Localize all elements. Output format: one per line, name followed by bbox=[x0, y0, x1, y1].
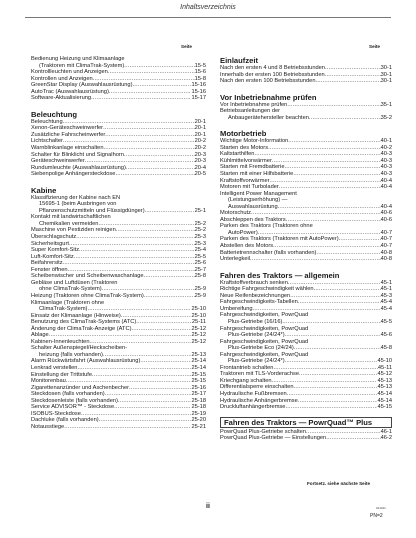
toc-entry-title: Fenster öffnen bbox=[31, 266, 68, 273]
toc-entry[interactable] bbox=[31, 214, 206, 227]
toc-entry-title: Parken des Traktors (Traktoren mit AutoPower) bbox=[220, 236, 339, 243]
toc-page-number: 35-2 bbox=[380, 114, 392, 121]
toc-entry[interactable] bbox=[220, 223, 392, 236]
toc-entry-title: ClimaTrak-System) bbox=[39, 306, 88, 313]
seite-label-left: Seite bbox=[181, 44, 192, 49]
toc-group-einlaufzeit bbox=[220, 65, 392, 85]
toc-page-number: 40-7 bbox=[380, 243, 392, 250]
toc-page-number: 25-14 bbox=[191, 364, 206, 371]
toc-entry-title: Hydraulische Fußbremsen bbox=[220, 390, 287, 397]
toc-entry-title: Alarm Rückwärtsfahrt (Auswahlausrüstung) bbox=[31, 358, 141, 365]
toc-page-number: 25-16 bbox=[191, 384, 206, 391]
toc-page-number: 20-1 bbox=[194, 118, 206, 125]
toc-entry[interactable] bbox=[31, 300, 206, 313]
toc-entry-title: Kraftstoffvorwärmer bbox=[220, 177, 270, 184]
toc-entry-title: Differentialsperre einschalten bbox=[220, 384, 294, 391]
dot-leader bbox=[326, 435, 380, 442]
toc-entry-text: 15695-1 (beim Ausbringen von bbox=[39, 201, 117, 208]
toc-entry-title: Lenkrad verstellen bbox=[31, 364, 78, 371]
toc-page-number: 40-8 bbox=[380, 249, 392, 256]
toc-page-number: 30-1 bbox=[380, 71, 392, 78]
toc-entry-text: Betriebsanleitungen der bbox=[220, 108, 281, 115]
section-title-fahren-allgemein: Fahren des Traktors — allgemein bbox=[220, 270, 340, 280]
toc-page-number: 20-2 bbox=[194, 145, 206, 152]
toc-entry-title: Fahrgeschwindigkeits-Tabellen bbox=[220, 299, 298, 306]
toc-page-number: 40-8 bbox=[380, 256, 392, 263]
toc-entry-title: Starten mit einer Hilfsbatterie bbox=[220, 171, 294, 178]
section-title-beleuchtung: Beleuchtung bbox=[31, 109, 77, 119]
toc-entry-title: Änderung der ClimaTrak-Anzeige (ATC) bbox=[31, 325, 132, 332]
toc-page-number: 40-6 bbox=[380, 216, 392, 223]
toc-page-number: 45-10 bbox=[377, 358, 392, 365]
toc-page-number: 25-12 bbox=[191, 325, 206, 332]
toc-entry-title: Zusätzliche Fahrscheinwerfer bbox=[31, 131, 106, 138]
toc-entry-title: Motoren mit Turbolader bbox=[220, 184, 279, 191]
toc-page-number: 25-3 bbox=[194, 234, 206, 241]
toc-entry-title: Unterlegkeil bbox=[220, 256, 251, 263]
toc-entry-title: Chemikalien vermeiden bbox=[39, 220, 99, 227]
document-code: PN=2 bbox=[370, 513, 383, 519]
dot-leader bbox=[316, 78, 381, 85]
toc-page-number: 25-1 bbox=[194, 207, 206, 214]
toc-right-column bbox=[220, 56, 392, 442]
toc-entry-title: Auswahlausrüstung bbox=[228, 203, 278, 210]
toc-page-number: 25-18 bbox=[191, 397, 206, 404]
toc-entry-title: AutoTrac (Auswahlausrüstung) bbox=[31, 88, 109, 95]
toc-page-number: 40-6 bbox=[380, 210, 392, 217]
toc-entry-title: Plus-Getriebe (16/16) bbox=[228, 318, 283, 325]
toc-entry-title: Ablage bbox=[31, 332, 49, 339]
toc-entry-title: Frontantrieb schalten bbox=[220, 364, 274, 371]
toc-entry-title: Kontrollleuchten und Anzeigen bbox=[31, 69, 108, 76]
toc-entry[interactable] bbox=[31, 273, 206, 280]
toc-page-number: 40-3 bbox=[380, 164, 392, 171]
toc-entry[interactable] bbox=[31, 293, 206, 300]
section-title-einlaufzeit: Einlaufzeit bbox=[220, 56, 258, 65]
toc-entry[interactable] bbox=[220, 184, 392, 191]
toc-group-powrquad bbox=[220, 429, 392, 442]
toc-entry-text: Kontakt mit landwirtschaftlichen bbox=[31, 214, 111, 221]
toc-entry-title: PowrQuad Plus-Getriebe schalten bbox=[220, 428, 306, 435]
dot-leader bbox=[287, 102, 380, 109]
toc-entry-text: Klassifizierung der Kabine nach EN bbox=[31, 194, 121, 201]
toc-entry-title: Anbaugerätehersteller beachten bbox=[228, 114, 309, 121]
toc-page-number: 25-6 bbox=[194, 260, 206, 267]
toc-entry[interactable] bbox=[31, 95, 206, 102]
toc-entry-title: Benutzung des ClimaTrak-Systems (ATC) bbox=[31, 319, 137, 326]
toc-page-number: 45-8 bbox=[380, 345, 392, 352]
toc-entry-title: Monitorenbau bbox=[31, 378, 66, 385]
dot-leader bbox=[145, 208, 195, 215]
toc-entry-title: Traktoren mit TLS-Vorderachse bbox=[220, 371, 300, 378]
toc-entry-title: Starten mit Fremdbatterie bbox=[220, 164, 285, 171]
dot-leader bbox=[285, 404, 377, 411]
toc-page-number: 40-2 bbox=[380, 144, 392, 151]
toc-entry-title: Warnblinkanlage einschalten bbox=[31, 145, 104, 152]
toc-page-number: 25-5 bbox=[194, 253, 206, 260]
toc-entry[interactable] bbox=[220, 339, 392, 352]
toc-group-vor-inbetriebnahme bbox=[220, 102, 392, 122]
toc-entry-title: Schalter für Blinklicht und Signalhorn bbox=[31, 151, 124, 158]
toc-group-heizung bbox=[31, 56, 206, 102]
toc-entry-text: Intelligent Power Management bbox=[220, 190, 297, 197]
toc-page-number: 20-1 bbox=[194, 125, 206, 132]
toc-page-number: 25-12 bbox=[191, 338, 206, 345]
toc-entry-title: Maschine von Pestiziden reinigen bbox=[31, 227, 116, 234]
toc-page-number: 25-19 bbox=[191, 410, 206, 417]
toc-entry-title: Plus-Getriebe (24/24*) bbox=[228, 358, 285, 365]
toc-page-number: 20-5 bbox=[194, 171, 206, 178]
toc-entry-title: Service ADVISOR™ - Steckdose bbox=[31, 404, 115, 411]
toc-entry-title: Abschleppen des Traktors bbox=[220, 216, 286, 223]
toc-page-number: 20-2 bbox=[194, 138, 206, 145]
dot-leader bbox=[282, 319, 380, 326]
toc-page-number: 25-12 bbox=[191, 332, 206, 339]
toc-entry-text: Parken des Traktors (Traktoren ohne bbox=[220, 223, 313, 230]
toc-page-number: 45-1 bbox=[380, 279, 392, 286]
toc-entry[interactable] bbox=[31, 56, 206, 69]
toc-entry[interactable] bbox=[31, 195, 206, 215]
toc-page-number: 45-13 bbox=[377, 384, 392, 391]
toc-page-number: 15-16 bbox=[191, 88, 206, 95]
toc-entry-text: Gebläse und Luftdüsen (Traktoren bbox=[31, 279, 118, 286]
toc-entry-title: ohne ClimaTrak-System) bbox=[39, 286, 102, 293]
toc-page-number: 45-4 bbox=[380, 299, 392, 306]
toc-entry[interactable] bbox=[220, 352, 392, 365]
document-code-small: 041911 bbox=[376, 506, 386, 510]
toc-page-number: 25-11 bbox=[191, 319, 206, 326]
toc-entry-title: Einsatz der Klimaanlage (Hinweise) bbox=[31, 312, 121, 319]
toc-group-kabine bbox=[31, 195, 206, 431]
toc-page-number: 45-3 bbox=[380, 292, 392, 299]
toc-page-number: 46-2 bbox=[380, 435, 392, 442]
toc-entry-title: Siebenpolige Anhängersteckdose bbox=[31, 171, 116, 178]
toc-page-number: 25-17 bbox=[191, 391, 206, 398]
toc-entry-title: Pflanzenschutzmitteln und Flüssigdünger) bbox=[39, 207, 145, 214]
toc-entry-title: Notausstiege bbox=[31, 423, 65, 430]
toc-page-number: 25-4 bbox=[194, 247, 206, 254]
section-title-vor-inbetriebnahme: Vor Inbetriebnahme prüfen bbox=[220, 92, 317, 102]
dot-leader bbox=[279, 184, 381, 191]
page-number: ii bbox=[206, 503, 210, 510]
toc-entry[interactable] bbox=[31, 424, 206, 431]
toc-page-number: 45-13 bbox=[377, 377, 392, 384]
toc-entry-title: Zigarettenanzünder und Aschenbecher bbox=[31, 384, 130, 391]
toc-entry-title: Nach den ersten 4 und 8 Betriebsstunden bbox=[220, 65, 325, 71]
toc-entry[interactable] bbox=[220, 78, 392, 85]
toc-entry-title: Richtige Fahrgeschwindigkeit wählen bbox=[220, 286, 314, 293]
toc-page-number: 40-1 bbox=[380, 138, 392, 145]
toc-page-number: 15-8 bbox=[194, 75, 206, 82]
toc-entry-title: Nach den ersten 100 Betriebsstunden bbox=[220, 78, 316, 85]
toc-entry-title: Kontrollen und Anzeigen bbox=[31, 75, 93, 82]
toc-page-number: 20-4 bbox=[194, 164, 206, 171]
toc-entry-text: Bedienung Heizung und Klimaanlage bbox=[31, 56, 125, 62]
toc-page-number: 40-3 bbox=[380, 157, 392, 164]
toc-entry-title: Kabinen-Innenleuchten bbox=[31, 338, 90, 345]
toc-entry-title: Geräteschweinwerfer bbox=[31, 158, 85, 165]
toc-page-number: 45-12 bbox=[377, 371, 392, 378]
dot-leader bbox=[144, 273, 195, 280]
toc-page-number: 25-2 bbox=[194, 227, 206, 234]
toc-entry-title: Kaltstarthilfen bbox=[220, 151, 255, 158]
toc-page-number: 45-5 bbox=[380, 318, 392, 325]
toc-entry-text: Schalter Außenspiegel/Heckscheiben- bbox=[31, 345, 128, 352]
toc-page-number: 45-1 bbox=[380, 286, 392, 293]
toc-entry-title: Beleuchtung bbox=[31, 118, 63, 125]
toc-page-number: 40-7 bbox=[380, 229, 392, 236]
toc-entry-title: Steckdosenleiste (falls vorhanden) bbox=[31, 397, 118, 404]
toc-entry-title: PowrQuad Plus-Getriebe — Einstellungen bbox=[220, 435, 327, 442]
toc-entry-title: Starten des Motors bbox=[220, 144, 269, 151]
toc-entry-title: Steckdosen (falls vorhanden) bbox=[31, 391, 105, 398]
toc-group-motorbetrieb bbox=[220, 138, 392, 262]
toc-page-number: 30-1 bbox=[380, 65, 392, 71]
toc-entry-title: Heizung (Traktoren ohne ClimaTrak-System) bbox=[31, 292, 144, 299]
toc-entry-title: Vor Inbetriebnahme prüfen bbox=[220, 101, 288, 108]
toc-entry-title: Druckluftanhängerbremse bbox=[220, 404, 286, 411]
toc-entry-text: Fahrgeschwindigkeiten, PowrQuad bbox=[220, 312, 309, 319]
toc-page-number: 25-14 bbox=[191, 358, 206, 365]
toc-page-number: 25-18 bbox=[191, 404, 206, 411]
toc-entry-text: Klimaanlage (Traktoren ohne bbox=[31, 299, 105, 306]
toc-entry-title: Sicherheitsgurt bbox=[31, 240, 69, 247]
toc-entry[interactable] bbox=[220, 435, 392, 442]
toc-entry[interactable] bbox=[31, 345, 206, 358]
dot-leader bbox=[91, 95, 191, 102]
toc-entry-title: Kühlmittelvorwärmer bbox=[220, 157, 272, 164]
toc-entry-text: Fahrgeschwindigkeiten, PowrQuad bbox=[220, 351, 309, 358]
toc-entry[interactable] bbox=[220, 312, 392, 325]
toc-entry[interactable] bbox=[220, 326, 392, 339]
toc-entry-title: Überschlagschutz bbox=[31, 234, 77, 241]
toc-entry-title: GreenStar Display (Auswahlausrüstung) bbox=[31, 82, 133, 89]
dot-leader bbox=[115, 171, 194, 178]
dot-leader bbox=[64, 424, 191, 431]
toc-page-number: 25-15 bbox=[191, 378, 206, 385]
toc-entry[interactable] bbox=[220, 404, 392, 411]
toc-entry-title: Scheibenwischer und Scheibenwaschanlage bbox=[31, 273, 144, 280]
toc-page-number: 25-3 bbox=[194, 240, 206, 247]
toc-entry-title: Dachluke (falls vorhanden) bbox=[31, 417, 99, 424]
toc-entry-title: Neue Reifenbezeichnungen bbox=[220, 292, 291, 299]
toc-page-number: 45-4 bbox=[380, 305, 392, 312]
header-title: Inhaltsverzeichnis bbox=[180, 4, 236, 11]
toc-group-beleuchtung bbox=[31, 119, 206, 178]
toc-page-number: 20-3 bbox=[194, 151, 206, 158]
toc-entry-title: Batterietrennschalter (falls vorhanden) bbox=[220, 249, 317, 256]
toc-entry[interactable] bbox=[31, 171, 206, 178]
toc-page-number: 25-10 bbox=[191, 306, 206, 313]
toc-entry-title: Lichtschalter bbox=[31, 138, 63, 145]
toc-entry[interactable] bbox=[220, 108, 392, 121]
continuation-note: Fortsetz. siehe nächste Seite bbox=[307, 481, 371, 486]
toc-page-number: 25-7 bbox=[194, 266, 206, 273]
toc-entry-title: Einstellung der Trittstufe bbox=[31, 371, 93, 378]
toc-entry-title: Plus-Getriebe Eco (24/24) bbox=[228, 345, 294, 352]
toc-page-number: 40-4 bbox=[380, 177, 392, 184]
toc-page-number: 40-3 bbox=[380, 171, 392, 178]
toc-page-number: 25-21 bbox=[191, 423, 206, 430]
toc-left-column bbox=[31, 56, 206, 430]
toc-entry-title: Luft-Komfort-Sitz bbox=[31, 253, 74, 260]
toc-entry-title: AutoPower) bbox=[228, 229, 258, 236]
toc-page-number: 40-4 bbox=[380, 184, 392, 191]
dot-leader bbox=[294, 345, 381, 352]
toc-page-number: 45-6 bbox=[380, 332, 392, 339]
toc-page-number: 25-9 bbox=[194, 286, 206, 293]
toc-page-number: 15-5 bbox=[194, 62, 206, 69]
toc-entry-title: ISOBUS-Steckdose bbox=[31, 410, 81, 417]
toc-page-number: 25-9 bbox=[194, 292, 206, 299]
toc-entry-title: Plus-Getriebe (24/24*) bbox=[228, 332, 285, 339]
toc-entry-title: Super Komfort-Sitz bbox=[31, 247, 80, 254]
toc-page-number: 15-16 bbox=[191, 82, 206, 89]
section-title-powrquad: Fahren des Traktors — PowrQuad™ Plus bbox=[220, 417, 392, 428]
toc-page-number: 25-15 bbox=[191, 371, 206, 378]
toc-entry-title: heizung (falls vorhanden) bbox=[39, 351, 103, 358]
toc-entry[interactable] bbox=[220, 191, 392, 211]
toc-entry-text: Fahrgeschwindigkeiten, PowrQuad bbox=[220, 325, 309, 332]
toc-page-number: 45-14 bbox=[377, 397, 392, 404]
toc-page-number: 30-1 bbox=[380, 78, 392, 85]
toc-page-number: 45-11 bbox=[377, 364, 392, 371]
toc-page-number: 25-20 bbox=[191, 417, 206, 424]
toc-entry-title: Abstellen des Motors bbox=[220, 243, 274, 250]
toc-entry-title: Rundumleuchte (Auswahlausrüstung) bbox=[31, 164, 126, 171]
toc-entry[interactable] bbox=[220, 256, 392, 263]
toc-entry-title: Umbereifung bbox=[220, 305, 253, 312]
toc-entry-title: Software-Aktualisierung bbox=[31, 95, 92, 102]
toc-entry-title: Wichtige Motor-Information bbox=[220, 138, 289, 145]
toc-entry-title: Innerhalb der ersten 100 Betriebsstunden bbox=[220, 71, 325, 78]
toc-page-number: 25-13 bbox=[191, 351, 206, 358]
toc-page-number: 45-15 bbox=[377, 404, 392, 411]
section-title-kabine: Kabine bbox=[31, 185, 57, 195]
toc-entry-title: Hydraulische Anhängerbremse bbox=[220, 397, 298, 404]
toc-page-number: 45-14 bbox=[377, 390, 392, 397]
seite-label-right: Seite bbox=[369, 44, 380, 49]
header-rule bbox=[25, 17, 391, 18]
toc-group-fahren-allgemein bbox=[220, 280, 392, 411]
toc-entry-title: (Traktoren mit ClimaTrak-System) bbox=[39, 62, 125, 69]
toc-page-number: 40-3 bbox=[380, 151, 392, 158]
toc-page-number: 25-2 bbox=[194, 220, 206, 227]
dot-leader bbox=[250, 256, 381, 263]
toc-entry[interactable] bbox=[31, 280, 206, 293]
toc-page-number: 20-3 bbox=[194, 158, 206, 165]
toc-page-number: 40-7 bbox=[380, 236, 392, 243]
toc-page-number: 25-10 bbox=[191, 312, 206, 319]
toc-page-number: 46-1 bbox=[380, 428, 392, 435]
toc-page-number: 15-6 bbox=[194, 69, 206, 76]
toc-entry-text: Fahrgeschwindigkeiten, PowrQuad bbox=[220, 338, 309, 345]
toc-page-number: 15-17 bbox=[191, 95, 206, 102]
toc-entry-title: Xenon-Geräteschweinwerfer bbox=[31, 125, 104, 132]
toc-entry-title: Kriechgang schalten bbox=[220, 377, 272, 384]
toc-entry-title: Kraftstoffverbrauch senken bbox=[220, 279, 288, 286]
toc-page-number: 25-8 bbox=[194, 273, 206, 280]
toc-page-number: 40-4 bbox=[380, 203, 392, 210]
toc-entry-title: Beifahrersitz bbox=[31, 260, 63, 267]
toc-entry-title: Motorschutz bbox=[220, 210, 251, 217]
toc-page-number: 35-1 bbox=[380, 101, 392, 108]
dot-leader bbox=[285, 332, 381, 339]
section-title-motorbetrieb: Motorbetrieb bbox=[220, 129, 267, 139]
toc-page-number: 20-1 bbox=[194, 131, 206, 138]
dot-leader bbox=[144, 293, 195, 300]
toc-entry-text: (Leistungserhöhung) — bbox=[228, 197, 288, 204]
dot-leader bbox=[309, 115, 381, 122]
